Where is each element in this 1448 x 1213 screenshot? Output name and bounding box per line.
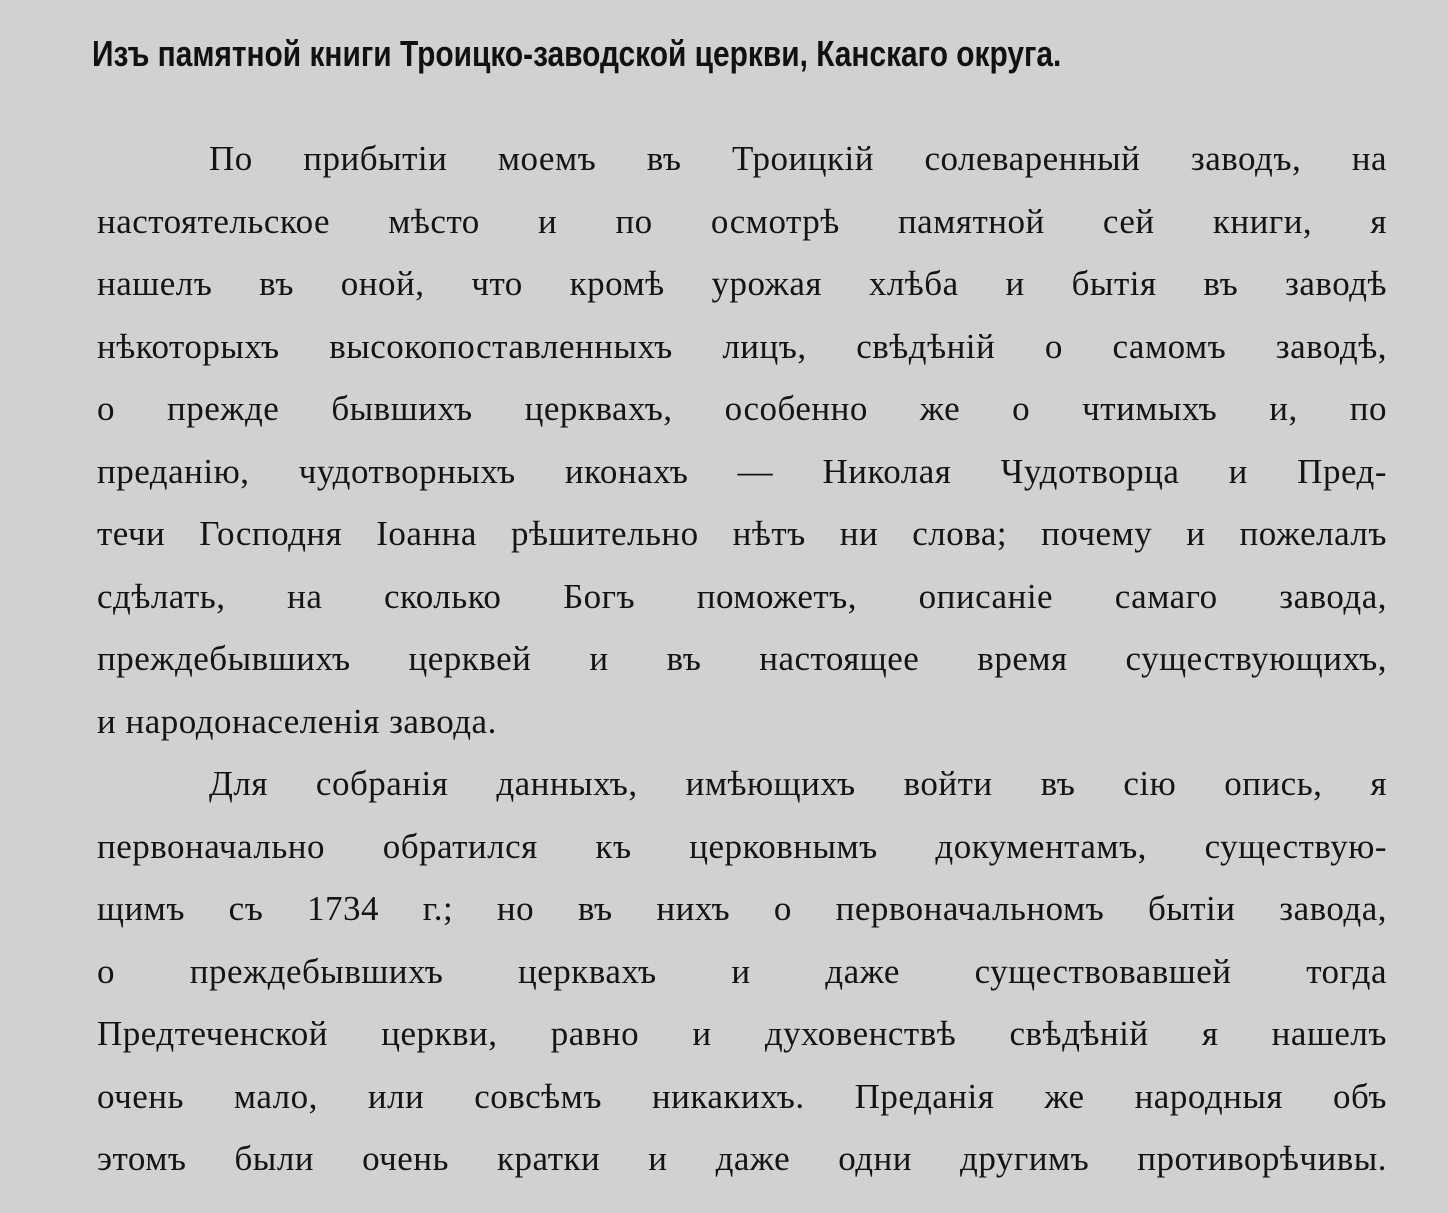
text-line: и народонаселенія завода.: [97, 701, 497, 741]
text-line: очень мало, или совсѣмъ никакихъ. Преданія же народныя объ: [97, 1076, 1387, 1116]
text-line: этомъ были очень кратки и даже одни другимъ противорѣчивы.: [97, 1139, 1387, 1178]
text-line: преданію, чудотворныхъ иконахъ — Николая Чудотворца и Пред-: [97, 451, 1387, 491]
text-line: По прибытіи моемъ въ Троицкій солеваренный заводъ, на: [209, 139, 1387, 178]
paragraph-1: [97, 128, 1387, 753]
text-line: щимъ съ 1734 г.; но въ нихъ о первоначальномъ бытіи завода,: [97, 889, 1387, 928]
paragraph-2: [97, 753, 1387, 1191]
text-line: о прежде бывшихъ церквахъ, особенно же о чтимыхъ и, по: [97, 389, 1387, 428]
text-line: нашелъ въ оной, что кромѣ урожая хлѣба и бытія въ заводѣ: [97, 264, 1387, 303]
text-line: настоятельское мѣсто и по осмотрѣ памятной сей книги, я: [97, 201, 1387, 241]
text-line: первоначально обратился къ церковнымъ документамъ, существую-: [97, 826, 1387, 866]
text-line: течи Господня Іоанна рѣшительно нѣтъ ни слова; почему и пожелалъ: [97, 514, 1387, 553]
text-line: Для собранія данныхъ, имѣющихъ войти въ сію опись, я: [209, 764, 1387, 803]
article-heading: Изъ памятной книги Троицко-заводской церкви, Канскаго округа.: [92, 33, 1062, 74]
article-body: [97, 128, 1387, 1191]
text-line: нѣкоторыхъ высокопоставленныхъ лицъ, свѣдѣній о самомъ заводѣ,: [97, 326, 1387, 366]
text-line: сдѣлать, на сколько Богъ поможетъ, описаніе самаго завода,: [97, 576, 1387, 616]
text-line: преждебывшихъ церквей и въ настоящее время существующихъ,: [97, 639, 1387, 678]
text-line: Предтеченской церкви, равно и духовенствѣ свѣдѣній я нашелъ: [97, 1014, 1387, 1053]
text-line: о преждебывшихъ церквахъ и даже существовавшей тогда: [97, 951, 1387, 991]
